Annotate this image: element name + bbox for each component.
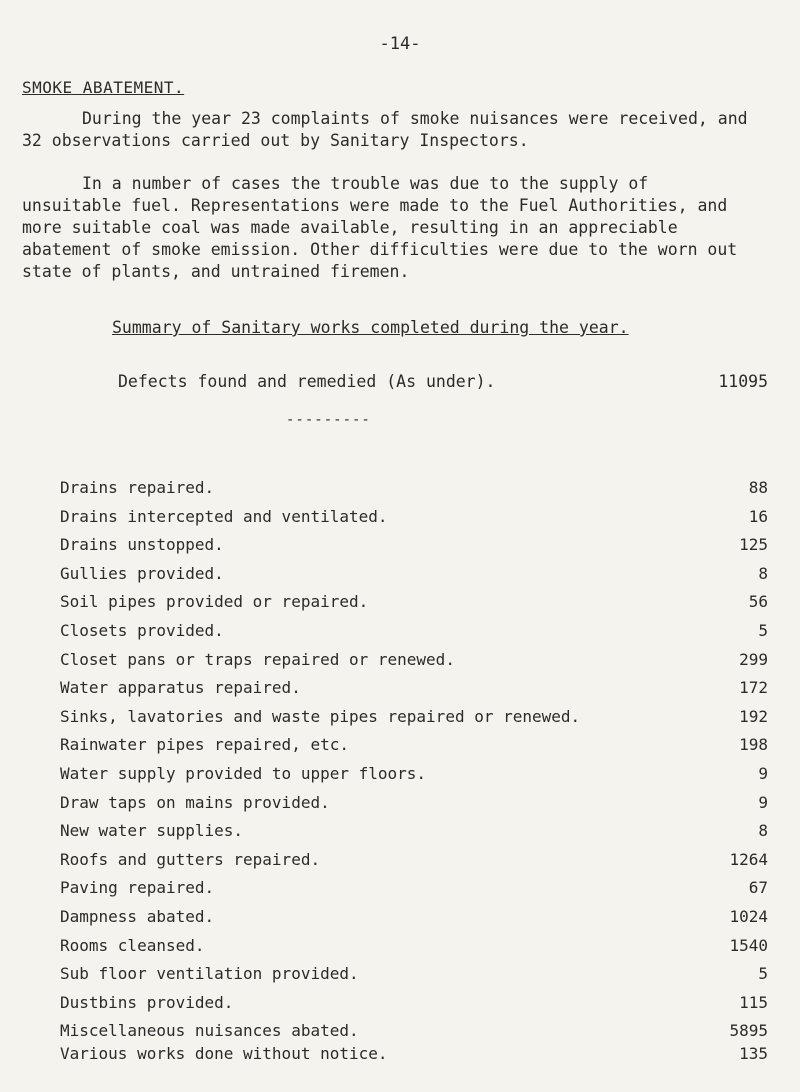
work-value: 192 <box>739 706 768 726</box>
section-heading: SMOKE ABATEMENT. <box>22 78 185 97</box>
work-row <box>60 878 768 907</box>
work-label: Dampness abated. <box>60 906 215 926</box>
work-label: Soil pipes provided or repaired. <box>60 592 369 612</box>
defects-value: 11095 <box>718 372 768 391</box>
work-label: Paving repaired. <box>60 878 215 898</box>
work-label: Closets provided. <box>60 620 224 640</box>
work-value: 5 <box>758 620 768 640</box>
work-label: Rooms cleansed. <box>60 935 205 955</box>
work-row <box>60 993 768 1022</box>
work-row <box>60 621 768 650</box>
work-value: 16 <box>748 506 768 526</box>
work-row <box>60 707 768 736</box>
page-number: -14- <box>379 34 421 54</box>
work-value: 5895 <box>729 1021 768 1041</box>
work-row <box>60 907 768 936</box>
various-label: Various works done without notice. <box>60 1044 388 1063</box>
work-row <box>60 535 768 564</box>
work-row <box>60 793 768 822</box>
work-label: Water supply provided to upper floors. <box>60 763 427 783</box>
work-label: Drains repaired. <box>60 478 215 497</box>
work-value: 115 <box>739 992 768 1012</box>
work-label: Sub floor ventilation provided. <box>60 964 359 984</box>
works-list <box>60 478 768 1050</box>
work-value: 299 <box>739 649 768 669</box>
paragraph-fuel: In a number of cases the trouble was due to the supply of unsuitable fuel. Representations were made to the Fuel Authorities, and more suitable coal was made available, resulting in an appreciable abatement of smoke emission. Other difficulties were due to the worn out state of plants, and untrained firemen. <box>22 174 738 281</box>
work-value: 1540 <box>729 935 768 955</box>
work-row <box>60 936 768 965</box>
work-value: 198 <box>739 735 768 755</box>
defects-row <box>118 372 768 394</box>
work-label: Water apparatus repaired. <box>60 678 301 698</box>
separator: --------- <box>286 412 371 428</box>
work-value: 1024 <box>729 906 768 926</box>
work-row <box>60 678 768 707</box>
work-value: 125 <box>739 535 768 555</box>
various-row <box>60 1044 768 1066</box>
work-value: 56 <box>748 592 768 612</box>
work-row <box>60 964 768 993</box>
work-value: 172 <box>739 678 768 698</box>
defects-label: Defects found and remedied (As under). <box>118 372 496 391</box>
work-label: Roofs and gutters repaired. <box>60 849 321 869</box>
various-value: 135 <box>739 1044 768 1063</box>
work-row <box>60 735 768 764</box>
work-row <box>60 764 768 793</box>
work-value: 9 <box>758 792 768 812</box>
work-value: 8 <box>758 563 768 583</box>
work-row <box>60 564 768 593</box>
paragraph-complaints: During the year 23 complaints of smoke nuisances were received, and 32 observations carried out by Sanitary Inspectors. <box>22 109 748 150</box>
work-label: Closet pans or traps repaired or renewed. <box>60 649 455 669</box>
work-value: 9 <box>758 763 768 783</box>
work-label: Dustbins provided. <box>60 992 234 1012</box>
work-value: 8 <box>758 821 768 841</box>
work-label: New water supplies. <box>60 821 244 841</box>
work-value: 1264 <box>729 849 768 869</box>
work-label: Rainwater pipes repaired, etc. <box>60 735 349 755</box>
work-label: Miscellaneous nuisances abated. <box>60 1021 359 1041</box>
work-row <box>60 478 768 507</box>
work-row <box>60 821 768 850</box>
work-label: Draw taps on mains provided. <box>60 792 330 812</box>
work-row <box>60 592 768 621</box>
work-value: 67 <box>748 878 768 898</box>
work-value: 88 <box>748 478 768 497</box>
work-label: Drains unstopped. <box>60 535 224 555</box>
work-row <box>60 650 768 679</box>
work-value: 5 <box>758 964 768 984</box>
work-label: Gullies provided. <box>60 563 224 583</box>
summary-heading: Summary of Sanitary works completed during the year. <box>112 318 629 337</box>
work-row <box>60 850 768 879</box>
work-label: Sinks, lavatories and waste pipes repaired or renewed. <box>60 706 581 726</box>
work-row <box>60 507 768 536</box>
work-label: Drains intercepted and ventilated. <box>60 506 388 526</box>
